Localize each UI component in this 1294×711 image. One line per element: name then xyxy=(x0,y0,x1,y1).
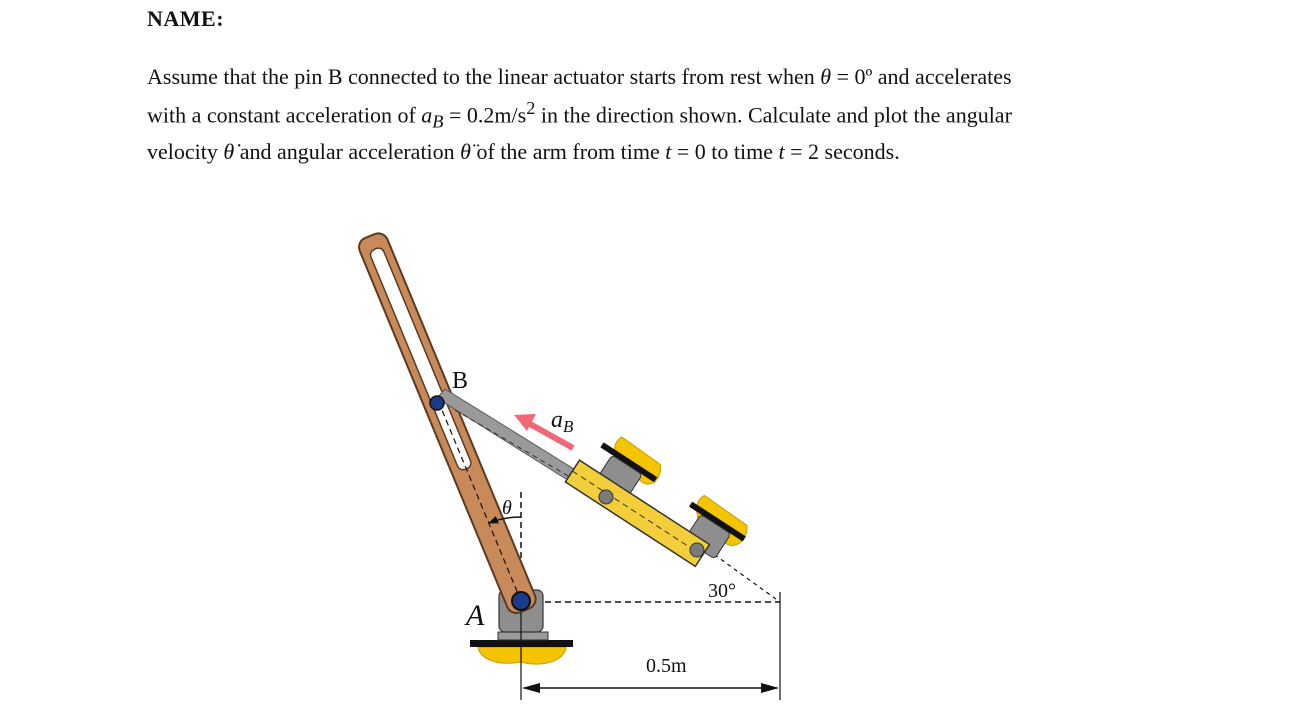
text-segment: Assume that the pin B connected to the linear actuator starts from rest when xyxy=(147,64,821,89)
label-distance: 0.5m xyxy=(646,655,687,677)
label-b: B xyxy=(452,368,469,394)
unit-exponent: 2 xyxy=(526,97,536,118)
theta-dot-symbol: θ̇ xyxy=(223,138,235,164)
dimension-arrowhead-left xyxy=(522,683,540,693)
text-segment: and angular acceleration xyxy=(234,138,461,164)
acceleration-subscript: B xyxy=(432,111,444,132)
theta-ddot-symbol: θ̈ xyxy=(460,138,471,164)
pin-a xyxy=(512,592,530,610)
text-segment: of the arm from time xyxy=(470,138,666,164)
actuator-pivot-mid xyxy=(599,490,613,504)
ground-hatch-a xyxy=(478,647,566,664)
text-segment: = 0º xyxy=(831,64,873,89)
time-symbol: t xyxy=(665,138,672,164)
text-segment: with a constant acceleration of xyxy=(147,101,422,127)
text-segment: = 0.2m/s xyxy=(443,101,527,127)
text-segment: = 0 to time xyxy=(671,138,779,164)
acceleration-symbol: a xyxy=(421,101,433,127)
theta-symbol: θ xyxy=(820,64,832,89)
label-theta: θ xyxy=(502,497,512,519)
pin-b xyxy=(430,396,444,410)
label-ab: $a_B$ xyxy=(551,407,574,436)
text-segment: = 2 seconds. xyxy=(784,138,900,164)
label-angle-30: 30° xyxy=(708,580,736,602)
text-segment: in the direction shown. Calculate and plot the angular xyxy=(535,101,1012,127)
dimension-arrowhead-right xyxy=(761,683,779,693)
text-segment: velocity xyxy=(147,138,224,164)
actuator-pivot-end xyxy=(690,543,704,557)
label-a: A xyxy=(466,599,485,632)
page-title: NAME: xyxy=(147,6,225,31)
time-symbol: t xyxy=(778,138,785,164)
text-segment: and accelerates xyxy=(872,64,1012,89)
support-a-flange xyxy=(498,632,548,640)
